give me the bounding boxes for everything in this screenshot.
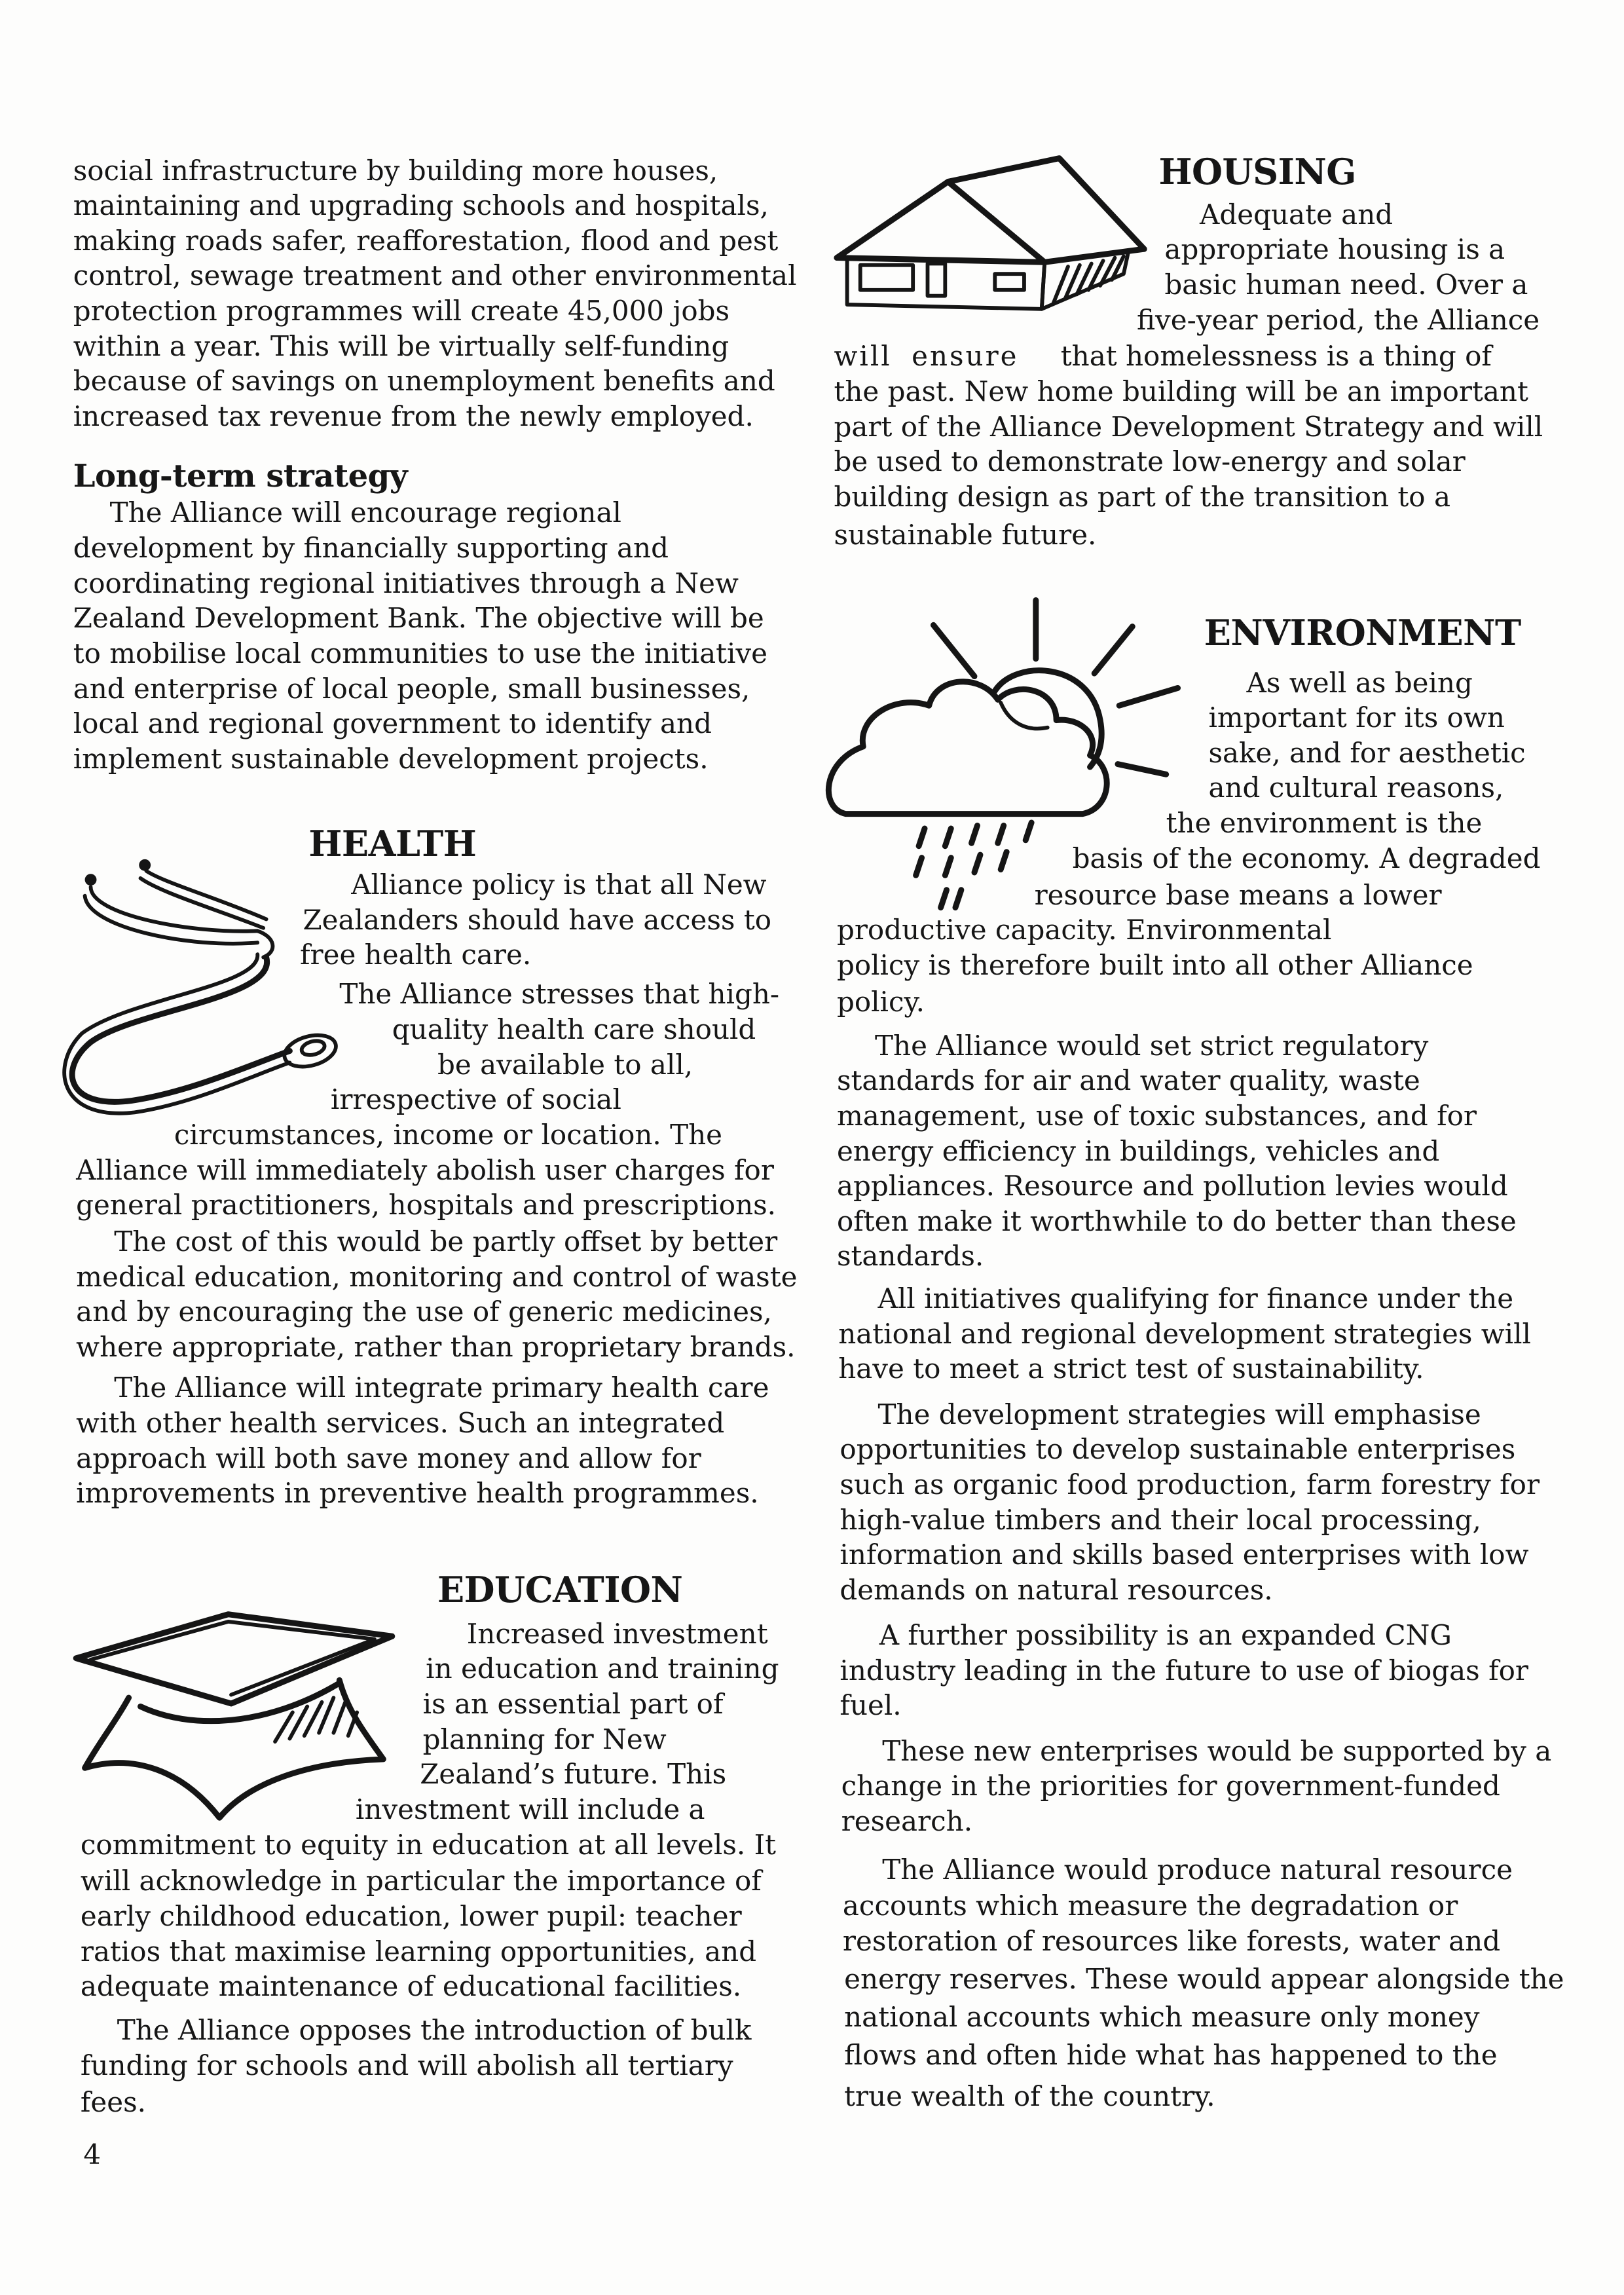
text-line: quality health care should xyxy=(392,1013,756,1046)
text-line: sake, and for aesthetic xyxy=(1208,736,1526,769)
text-line: policy is therefore built into all other Alliance xyxy=(836,948,1473,981)
text-line: Zealand’s future. This xyxy=(420,1758,727,1791)
section-heading-education: EDUCATION xyxy=(437,1569,683,1611)
text-line: industry leading in the future to use of biogas for xyxy=(840,1654,1528,1687)
text-line: sustainable future. xyxy=(834,518,1097,551)
text-line: A further possibility is an expanded CNG xyxy=(879,1619,1452,1652)
text-line: high-value timbers and their local processing, xyxy=(840,1503,1481,1536)
text-line: commitment to equity in education at all levels. It xyxy=(80,1828,777,1861)
text-line: national accounts which measure only money xyxy=(844,2001,1480,2034)
text-line: have to meet a strict test of sustainability. xyxy=(838,1353,1424,1385)
text-line: accounts which measure the degradation or xyxy=(842,1890,1458,1922)
text-line: because of savings on unemployment benefits and xyxy=(73,365,775,398)
text-line: where appropriate, rather than proprietary brands. xyxy=(76,1330,796,1363)
text-line: to mobilise local communities to use the initiative xyxy=(73,637,768,669)
house-icon xyxy=(837,159,1144,309)
text-line: The development strategies will emphasise xyxy=(877,1398,1481,1430)
section-heading-environment: ENVIRONMENT xyxy=(1204,612,1521,654)
text-line: fuel. xyxy=(840,1689,902,1722)
section-heading-long-term-strategy: Long-term strategy xyxy=(73,458,408,495)
text-line: the past. New home building will be an important xyxy=(834,375,1528,407)
graduation-cap-icon xyxy=(76,1614,392,1818)
text-line: coordinating regional initiatives through a New xyxy=(73,567,739,599)
text-line: with other health services. Such an integrated xyxy=(76,1407,725,1440)
text-line: The Alliance will integrate primary health care xyxy=(114,1371,769,1404)
text-line: The cost of this would be partly offset by better xyxy=(114,1225,778,1258)
text-line: circumstances, income or location. The xyxy=(174,1118,723,1151)
text-line: basis of the economy. A degraded xyxy=(1072,842,1541,874)
text-line: standards. xyxy=(836,1240,984,1273)
text-line: The Alliance will encourage regional xyxy=(109,496,621,529)
text-line: and enterprise of local people, small businesses, xyxy=(73,672,750,705)
text-line: energy efficiency in buildings, vehicles and xyxy=(836,1134,1440,1167)
text-line: local and regional government to identify and xyxy=(73,707,712,740)
text-line: The Alliance stresses that high- xyxy=(339,978,780,1011)
text-line: standards for air and water quality, waste xyxy=(836,1064,1420,1097)
stethoscope-icon xyxy=(64,859,339,1113)
text-line: restoration of resources like forests, water and xyxy=(842,1925,1501,1958)
text-line: and cultural reasons, xyxy=(1208,772,1504,804)
text-line: and by encouraging the use of generic medicines, xyxy=(76,1296,772,1328)
text-line: demands on natural resources. xyxy=(840,1573,1273,1606)
text-line: As well as being xyxy=(1246,666,1473,699)
text-line: improvements in preventive health programmes. xyxy=(76,1477,759,1510)
text-line: maintaining and upgrading schools and hospitals, xyxy=(73,189,769,222)
text-line: national and regional development strategies will xyxy=(838,1317,1531,1350)
text-line: irrespective of social xyxy=(330,1083,621,1116)
text-line: flows and often hide what has happened to the xyxy=(844,2039,1498,2072)
text-line: important for its own xyxy=(1208,701,1505,734)
section-heading-health: HEALTH xyxy=(308,822,477,865)
text-line: management, use of toxic substances, and for xyxy=(836,1099,1477,1132)
text-line: often make it worthwhile to do better than these xyxy=(836,1204,1517,1237)
text-line: true wealth of the country. xyxy=(844,2080,1215,2112)
text-line: All initiatives qualifying for finance under the xyxy=(877,1282,1514,1315)
text-line: such as organic food production, farm forestry for xyxy=(840,1468,1540,1501)
text-line: increased tax revenue from the newly employed. xyxy=(73,400,754,432)
text-line: be used to demonstrate low-energy and solar xyxy=(834,445,1466,478)
text-line: opportunities to develop sustainable enterprises xyxy=(840,1433,1516,1466)
text-line: Zealand Development Bank. The objective will be xyxy=(73,602,764,635)
text-line: funding for schools and will abolish all tertiary xyxy=(80,2049,733,2081)
text-line: general practitioners, hospitals and prescriptions. xyxy=(76,1189,777,1222)
text-line: The Alliance would set strict regulatory xyxy=(875,1029,1429,1062)
text-line: five-year period, the Alliance xyxy=(1136,303,1540,336)
text-line: basic human need. Over a xyxy=(1164,268,1528,301)
text-line: implement sustainable development projects. xyxy=(73,742,709,775)
text-line: planning for New xyxy=(422,1723,667,1755)
text-line: control, sewage treatment and other environmental xyxy=(73,259,797,292)
text-line: energy reserves. These would appear alongside the xyxy=(844,1963,1564,1996)
text-line: building design as part of the transition to a xyxy=(834,480,1450,513)
page-number: 4 xyxy=(83,2138,101,2171)
text-line: Alliance will immediately abolish user charges for xyxy=(76,1153,774,1186)
text-line: in education and training xyxy=(426,1652,779,1685)
text-line: The Alliance opposes the introduction of bulk xyxy=(117,2014,752,2047)
text-line: appliances. Resource and pollution levies would xyxy=(836,1170,1508,1203)
text-line: adequate maintenance of educational facilities. xyxy=(80,1970,742,2003)
text-line: part of the Alliance Development Strategy and will xyxy=(834,410,1543,443)
text-line: development by financially supporting and xyxy=(73,532,669,565)
text-line: appropriate housing is a xyxy=(1164,233,1505,266)
text-line: information and skills based enterprises with low xyxy=(840,1539,1529,1571)
text-line: approach will both save money and allow for xyxy=(76,1442,701,1474)
text-line: change in the priorities for government-funded xyxy=(841,1770,1500,1802)
text-line: is an essential part of xyxy=(422,1688,724,1721)
text-line: resource base means a lower xyxy=(1034,878,1442,911)
text-line: Adequate and xyxy=(1200,198,1393,231)
text-line: within a year. This will be virtually self-funding xyxy=(73,329,729,362)
text-line: Alliance policy is that all New xyxy=(351,868,767,901)
text-line: will acknowledge in particular the importance of xyxy=(80,1865,762,1897)
text-line: that homelessness is a thing of xyxy=(1060,340,1492,373)
text-line: The Alliance would produce natural resource xyxy=(882,1853,1513,1886)
text-line: making roads safer, reafforestation, flood and pest xyxy=(73,224,779,257)
text-line: Increased investment xyxy=(466,1617,768,1650)
text-line: social infrastructure by building more houses, xyxy=(73,154,718,187)
text-line: the environment is the xyxy=(1166,807,1483,840)
text-line: research. xyxy=(841,1804,973,1837)
text-line: medical education, monitoring and control of waste xyxy=(76,1260,798,1293)
text-line: protection programmes will create 45,000 jobs xyxy=(73,295,730,327)
text-line: be available to all, xyxy=(437,1048,693,1081)
text-line: free health care. xyxy=(300,939,532,971)
text-line: Zealanders should have access to xyxy=(303,903,771,936)
text-line: policy. xyxy=(836,985,925,1018)
text-line: fees. xyxy=(80,2085,147,2118)
text-line: ratios that maximise learning opportunities, and xyxy=(80,1935,757,1968)
text-line: These new enterprises would be supported by a xyxy=(882,1734,1552,1767)
text-line: will ensure xyxy=(834,340,1019,373)
text-line: investment will include a xyxy=(355,1793,705,1825)
section-heading-housing: HOUSING xyxy=(1158,151,1356,193)
text-line: early childhood education, lower pupil: teacher xyxy=(80,1900,742,1933)
text-line: productive capacity. Environmental xyxy=(836,914,1332,946)
